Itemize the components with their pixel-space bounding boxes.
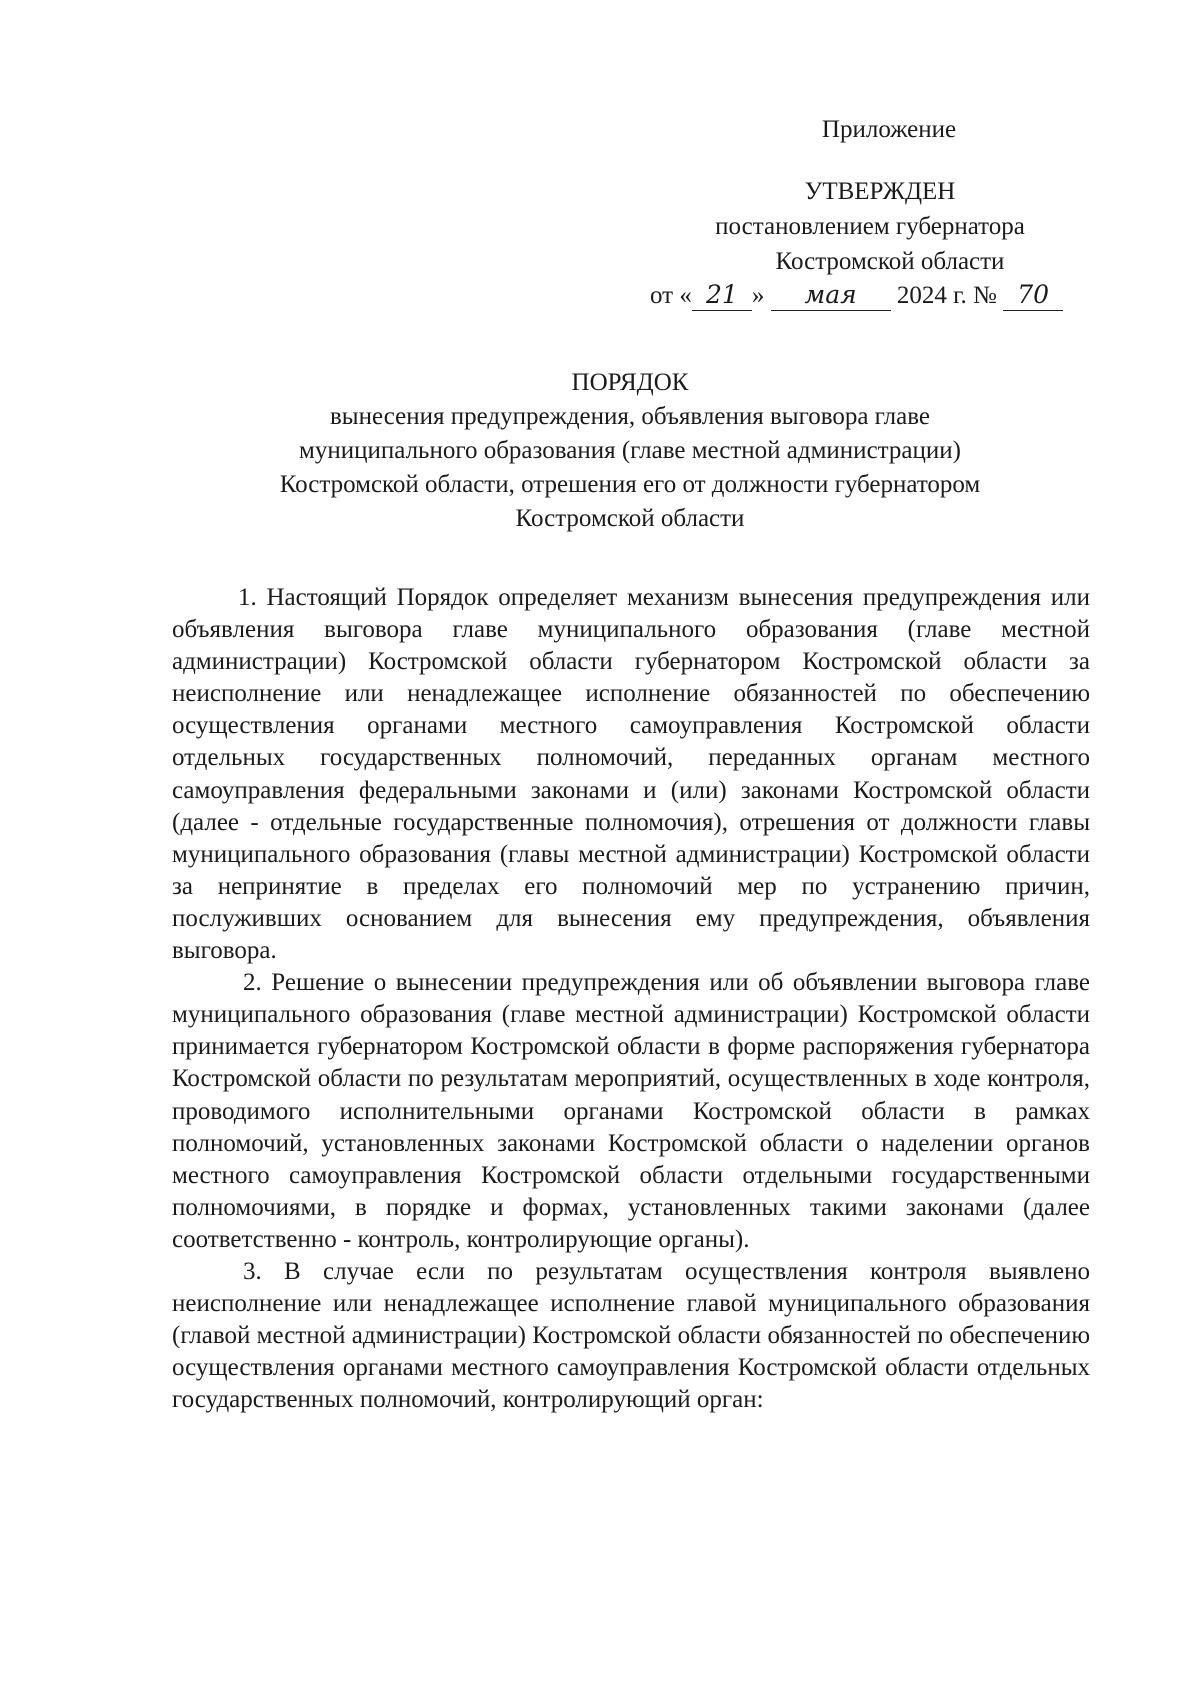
handwritten-number: 70	[1003, 280, 1063, 311]
title-line: муниципального образования (главе местной администрации)	[299, 437, 961, 464]
approved-label: УТВЕРЖДЕН	[804, 178, 956, 205]
handwritten-month: мая	[771, 280, 891, 311]
handwritten-day: 21	[692, 280, 752, 311]
document-body	[172, 582, 1090, 1416]
title-heading: ПОРЯДОК	[571, 369, 689, 396]
title-line: Костромской области, отрешения его от должности губернатором	[279, 471, 981, 498]
paragraph-1: 1. Настоящий Порядок определяет механизм вынесения предупреждения или объявления выговора главе муниципального образования (главе местной администрации) Костромской области губернатором Костромской области за неисполнение или ненадлежащее исполнение обязанностей по обеспечению осуществления органами местного самоуправления Костромской области отдельных государственных полномочий, переданных органам местного самоуправления федеральными законами и (или) законами Костромской области (далее - отдельные государственные полномочия), отрешения от должности главы муниципального образования (главы местной администрации) Костромской области за непринятие в пределах его полномочий мер по устранению причин, послуживших основанием для вынесения ему предупреждения, объявления выговора.	[172, 584, 1090, 965]
date-year: 2024 г. №	[896, 282, 997, 309]
date-prefix: от «	[650, 282, 692, 309]
paragraph-3: 3. В случае если по результатам осуществления контроля выявлено неисполнение или ненадлежащее исполнение главой муниципального образования (главой местной администрации) Костромской области обязанностей по обеспечению осуществления органами местного самоуправления Костромской области отдельных государственных полномочий, контролирующий орган:	[172, 1257, 1090, 1414]
paragraph-2: 2. Решение о вынесении предупреждения или об объявлении выговора главе муниципального образования (главе местной администрации) Костромской области принимается губернатором Костромской области в форме распоряжения губернатора Костромской области по результатам мероприятий, осуществленных в ходе контроля, проводимого исполнительными органами Костромской области в рамках полномочий, установленных законами Костромской области о наделении органов местного самоуправления Костромской области отдельными государственными полномочиями, в порядке и формах, установленных такими законами (далее соответственно - контроль, контролирующие органы).	[172, 969, 1090, 1253]
document-title	[170, 366, 1090, 536]
title-line: Костромской области	[515, 505, 745, 532]
title-line: вынесения предупреждения, объявления выговора главе	[330, 403, 930, 430]
approved-by: постановлением губернатора	[715, 213, 1025, 240]
approval-stamp	[600, 112, 1140, 279]
approval-date-line	[650, 278, 1063, 313]
approved-region: Костромской области	[775, 248, 1005, 275]
date-mid: »	[751, 282, 765, 309]
annex-label: Приложение	[821, 116, 957, 143]
